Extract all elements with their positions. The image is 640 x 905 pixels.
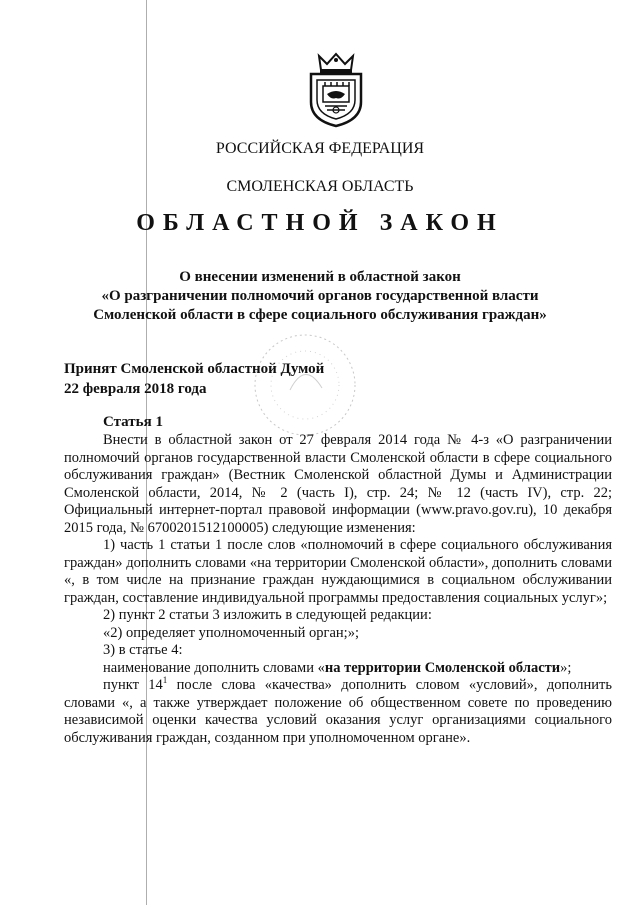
law-subject [70, 268, 570, 325]
document-title: ОБЛАСТНОЙ ЗАКОН [136, 210, 504, 236]
paragraph-7-text: после слова «качества» дополнить словом «условий», дополнить словами «, а также утверждает положение об общественном совете по проведению независимой оценки качества условий оказания услуг организациями социального обслуживания граждан, созданном при уполномоченном органе». [64, 677, 612, 746]
law-subject-line-1: О внесении изменений в областной закон [179, 269, 461, 285]
article-paragraph-4: «2) определяет уполномоченный орган;»; [103, 624, 359, 641]
paragraph-6-bold-text: на территории Смоленской области [324, 659, 561, 676]
adoption-body: Принят Смоленской областной Думой [64, 361, 325, 377]
article-paragraph-3: 2) пункт 2 статьи 3 изложить в следующей редакции: [103, 607, 432, 623]
law-subject-line-2: «О разграничении полномочий органов государственной власти Смоленской области в сфере социального обслуживания граждан» [93, 288, 547, 323]
adoption-date: 22 февраля 2018 года [64, 381, 207, 397]
article-paragraph-1: Внести в областной закон от 27 февраля 2014 года № 4-з «О разграничении полномочий органов государственной власти Смоленской области в сфере социального обслуживания граждан» (Вестник Смоленской областной Думы и Администрации Смоленской области, 2014, № 2 (часть I), стр. 24; № 12 (часть IV), стр. 22; Официальный интернет-портал правовой информации (www.pravo.gov.ru), 10 декабря 2015 года, № 6700201512100005) следующие изменения: [64, 432, 612, 536]
article-body [64, 432, 612, 747]
article-paragraph-6 [64, 660, 612, 678]
paragraph-6-suffix: »; [560, 659, 572, 676]
adoption-block [64, 359, 324, 399]
paragraph-6-prefix: наименование дополнить словами « [103, 659, 325, 676]
article-heading: Статья 1 [103, 414, 163, 430]
article-paragraph-2: 1) часть 1 статьи 1 после слов «полномочий в сфере социального обслуживания граждан» дополнить словами «на территории Смоленской области», дополнить словами «, в том числе на признание граждан нуждающимися в социальном обслуживании граждан, составление индивидуальной программы предоставления социальных услуг»; [64, 537, 612, 606]
country-heading: РОССИЙСКАЯ ФЕДЕРАЦИЯ [215, 140, 425, 157]
smolensk-coat-of-arms-icon [305, 50, 367, 128]
region-heading: СМОЛЕНСКАЯ ОБЛАСТЬ [226, 178, 414, 195]
paragraph-7-superscript: 1 [162, 675, 168, 686]
article-paragraph-7 [64, 677, 612, 747]
article-paragraph-5: 3) в статье 4: [103, 642, 183, 658]
paragraph-7-prefix: пункт 14 [103, 677, 163, 693]
